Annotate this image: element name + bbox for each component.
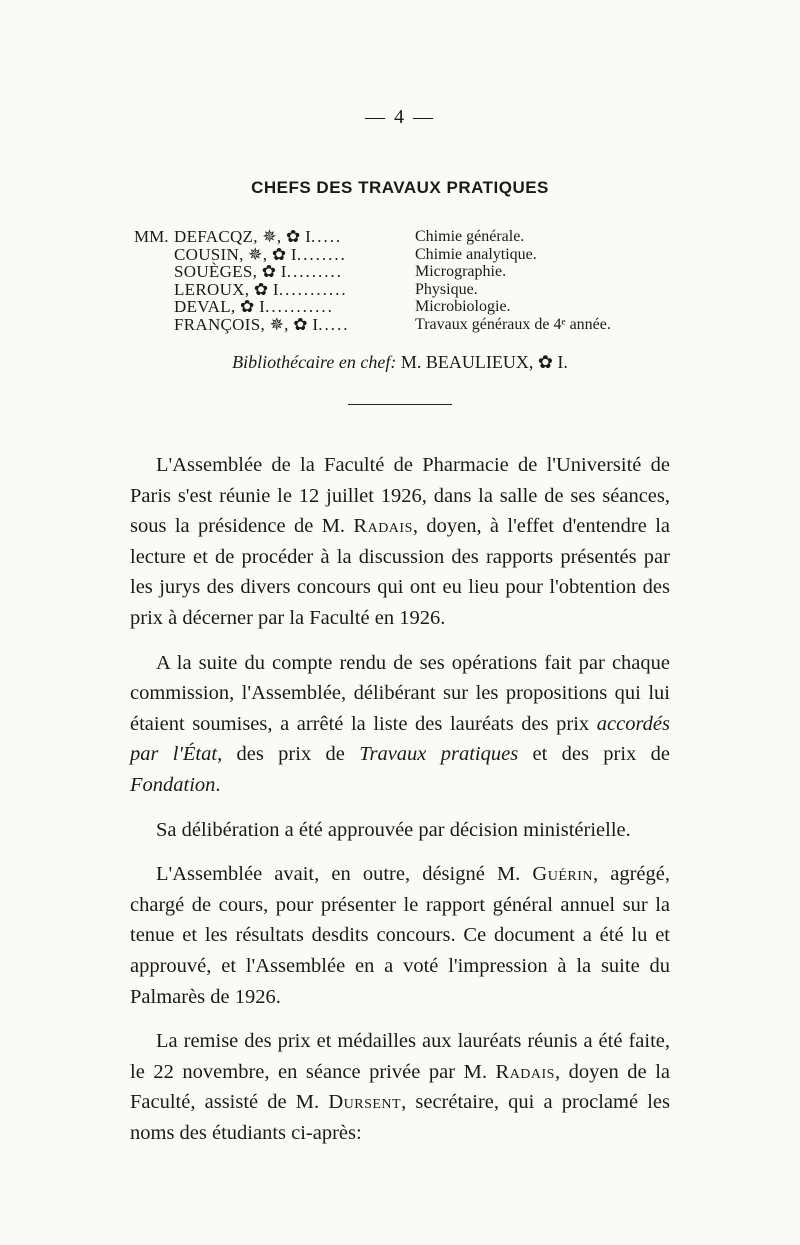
librarian-line bbox=[0, 352, 800, 373]
paragraph: La remise des prix et médailles aux lauréats réunis a été faite, le 22 novembre, en séance privée par M. Radais, doyen de la Faculté, assisté de M. Dursent, secrétaire, qui a proclamé les noms des étudiants ci-après: bbox=[130, 1030, 670, 1144]
separator-rule bbox=[348, 404, 452, 405]
paragraph: L'Assemblée de la Faculté de Pharmacie de l'Université de Paris s'est réunie le 12 juillet 1926, dans la salle de ses séances, sous la présidence de M. Radais, doyen, à l'effet d'entendre la lecture et de procéder à la discussion des rapports présentés par les jurys des divers concours qui ont eu lieu pour l'obtention des prix à décerner par la Faculté en 1926. bbox=[130, 454, 670, 629]
librarian-role: Bibliothécaire en chef: bbox=[232, 352, 397, 372]
staff-name: FRANÇOIS, ✵, ✿ I..... bbox=[174, 314, 350, 334]
staff-subject: Travaux généraux de 4ᵉ année. bbox=[415, 315, 611, 333]
page-number: — 4 — bbox=[365, 106, 435, 128]
staff-name: DEFACQZ, ✵, ✿ I..... bbox=[174, 227, 343, 246]
staff-subject: Micrographie. bbox=[415, 263, 507, 280]
staff-name: COUSIN, ✵, ✿ I........ bbox=[174, 244, 347, 264]
staff-row bbox=[134, 228, 694, 246]
staff-name: SOUÈGES, ✿ I......... bbox=[174, 262, 344, 281]
paragraph: L'Assemblée avait, en outre, désigné M. Guérin, agrégé, chargé de cours, pour présenter le rapport général annuel sur la tenue et les résultats desdits concours. Ce document a été lu et approuvé, et l'Assemblée en a voté l'impression à la suite du Palmarès de 1926. bbox=[130, 863, 670, 1008]
staff-subject: Chimie analytique. bbox=[415, 245, 537, 263]
paragraph: Sa délibération a été approuvée par décision ministérielle. bbox=[156, 818, 631, 841]
emphasis: accordés par l'État bbox=[130, 712, 670, 766]
staff-list bbox=[134, 228, 694, 333]
staff-subject: Microbiologie. bbox=[415, 298, 511, 315]
staff-row bbox=[134, 246, 694, 264]
emphasis: Travaux pratiques bbox=[359, 743, 519, 766]
staff-subject: Physique. bbox=[415, 280, 478, 298]
staff-row bbox=[134, 281, 694, 299]
staff-name: LEROUX, ✿ I........... bbox=[174, 279, 348, 299]
paragraph: A la suite du compte rendu de ses opérations fait par chaque commission, l'Assemblée, délibérant sur les propositions qui lui étaient soumises, a arrêté la liste des lauréats des prix accordés par l'État, des prix de Travaux pratiques et des prix de Fondation. bbox=[130, 651, 670, 796]
staff-prefix: MM. bbox=[134, 227, 169, 246]
person-name: Guérin bbox=[532, 863, 593, 886]
body-text bbox=[130, 450, 670, 1162]
section-title: CHEFS DES TRAVAUX PRATIQUES bbox=[251, 178, 549, 197]
staff-name: DEVAL, ✿ I........... bbox=[174, 297, 334, 316]
person-name: Dursent bbox=[328, 1091, 402, 1114]
staff-row bbox=[134, 263, 694, 281]
staff-row bbox=[134, 316, 694, 334]
staff-subject: Chimie générale. bbox=[415, 228, 525, 245]
staff-row bbox=[134, 298, 694, 316]
person-name: Radais bbox=[495, 1060, 555, 1083]
emphasis: Fondation bbox=[130, 773, 216, 796]
librarian-name: M. BEAULIEUX, ✿ I. bbox=[400, 352, 568, 372]
person-name: Radais bbox=[353, 515, 413, 538]
